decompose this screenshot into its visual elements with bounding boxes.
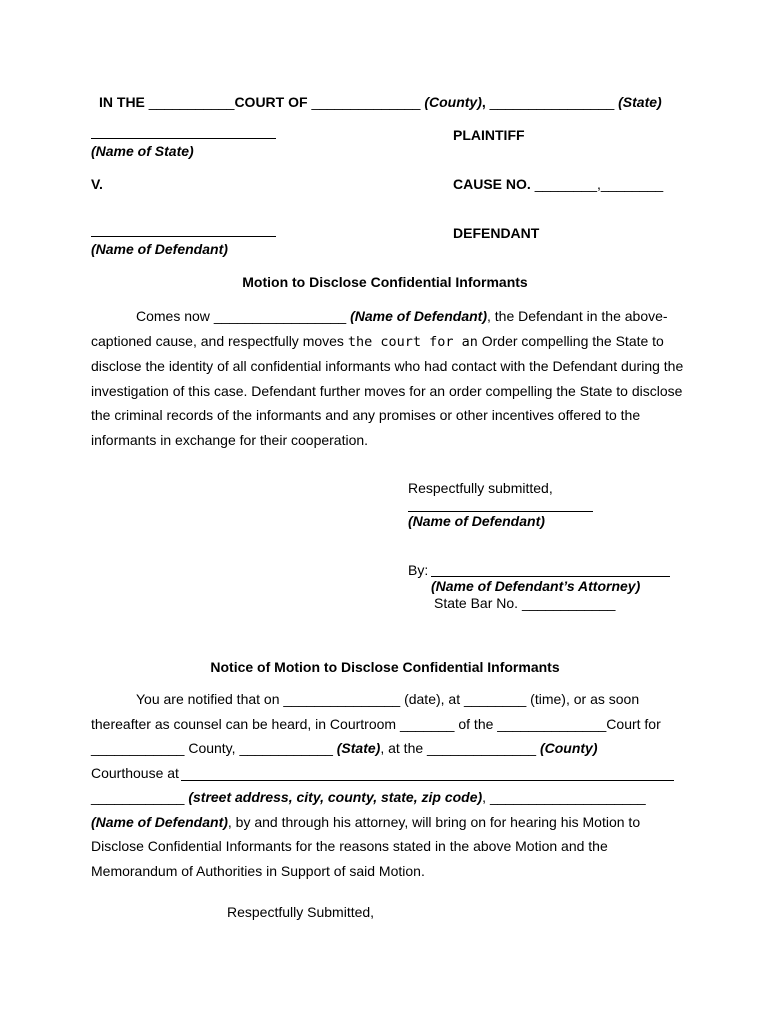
- notice-body: [91, 687, 691, 883]
- respectfully-submitted: Respectfully submitted,: [408, 480, 553, 496]
- notice-line-5: ____________ (street address, city, county, state, zip code), ____________________: [91, 789, 646, 805]
- name-of-defendant-label: (Name of Defendant): [91, 241, 228, 257]
- notice-line-2: thereafter as counsel can be heard, in Courtroom _______ of the ______________Court for: [91, 715, 661, 732]
- signature-defendant-name: (Name of Defendant): [408, 513, 545, 529]
- court-name-blank: ___________: [148, 94, 235, 110]
- defendant-blank: _________________: [213, 308, 347, 324]
- state-placeholder: (State): [336, 740, 381, 756]
- notice-line-3: ____________ County, ____________ (State), at the ______________ (County): [91, 740, 598, 756]
- in-the-label: IN THE: [99, 94, 149, 110]
- courthouse-address-line: [181, 780, 674, 781]
- attorney-name-label: (Name of Defendant’s Attorney): [431, 578, 641, 594]
- court-header: [99, 94, 662, 110]
- cause-no-blank: ________,________: [534, 176, 664, 192]
- time-blank: ________: [464, 691, 527, 707]
- state-bar-number: State Bar No. ____________: [434, 595, 616, 611]
- county-blank: ____________: [91, 740, 185, 756]
- state-bar-blank: ____________: [521, 595, 616, 611]
- motion-line-3: disclose the identity of all confidential informants who had contact with the Defendant during the: [91, 358, 684, 374]
- notice-line-4: Courthouse at: [91, 761, 691, 786]
- court-for-an-text: the court for an: [347, 333, 478, 350]
- notice-line-1: You are notified that on _______________ (date), at ________ (time), or as soon: [136, 691, 640, 707]
- notice-closing: Respectfully Submitted,: [227, 904, 375, 920]
- notice-line-8: Memorandum of Authorities in Support of said Motion.: [91, 862, 425, 879]
- state-label: (State): [618, 94, 662, 110]
- date-blank: _______________: [283, 691, 401, 707]
- courthouse-county-blank: ______________: [427, 740, 537, 756]
- courtroom-blank: _______: [399, 715, 455, 732]
- motion-body: [91, 304, 691, 452]
- versus-label: V.: [91, 176, 103, 192]
- motion-line-6: informants in exchange for their cooperation.: [91, 431, 369, 448]
- defendant-placeholder: (Name of Defendant): [350, 308, 487, 324]
- address-placeholder: (street address, city, county, state, zip code): [188, 789, 483, 805]
- by-label: By:: [408, 562, 429, 578]
- court-of-blank: ______________: [311, 94, 421, 110]
- attorney-signature-line: [431, 576, 670, 577]
- state-name-blank: ____________: [239, 740, 333, 756]
- extra-blank: ____________________: [489, 789, 646, 805]
- defendant-label: DEFENDANT: [453, 225, 540, 241]
- defendant-signature-line: [408, 511, 593, 512]
- state-name-line: [91, 138, 276, 139]
- notice-line-6: (Name of Defendant), by and through his attorney, will bring on for hearing his Motion to: [91, 813, 641, 830]
- motion-line-2: captioned cause, and respectfully moves the court for an Order compelling the State to: [91, 332, 664, 350]
- plaintiff-label: PLAINTIFF: [453, 127, 525, 143]
- court-of-label: COURT OF: [234, 94, 312, 110]
- cause-no-label: CAUSE NO.: [453, 176, 535, 192]
- cause-number: [453, 176, 663, 192]
- notice-line-7: Disclose Confidential Informants for the reasons stated in the above Motion and the: [91, 838, 608, 854]
- motion-line-5: the criminal records of the informants and any promises or other incentives offered to the: [91, 407, 641, 423]
- county-placeholder: (County): [539, 740, 598, 756]
- state-blank: ________________: [489, 94, 615, 110]
- motion-title: Motion to Disclose Confidential Informants: [242, 274, 528, 290]
- defendant-name-line: [91, 236, 276, 237]
- header-comma: ,: [481, 94, 490, 110]
- motion-line-1: Comes now _________________ (Name of Defendant), the Defendant in the above-: [136, 308, 668, 324]
- notice-defendant-placeholder: (Name of Defendant): [91, 813, 228, 830]
- address-blank: ____________: [91, 789, 185, 805]
- motion-line-4: investigation of this case. Defendant further moves for an order compelling the State to disclose: [91, 382, 683, 399]
- notice-title: Notice of Motion to Disclose Confidential Informants: [210, 659, 560, 675]
- court-blank: ______________: [497, 715, 607, 732]
- name-of-state-label: (Name of State): [91, 143, 194, 159]
- county-label: (County): [424, 94, 482, 110]
